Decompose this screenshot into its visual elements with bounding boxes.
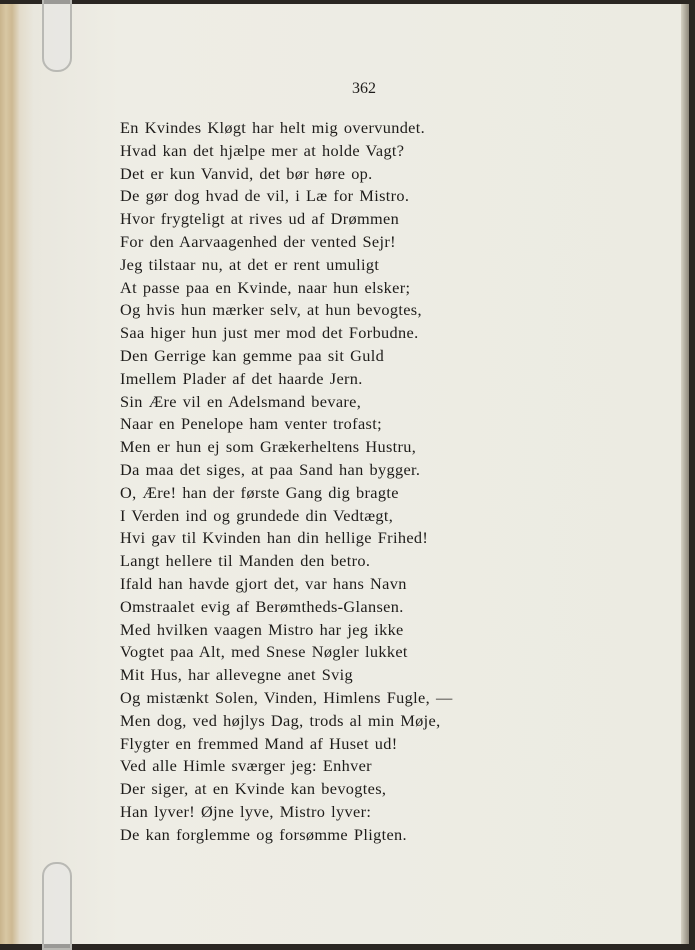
poem-line: Ved alle Himle sværger jeg: Enhver xyxy=(120,756,372,776)
poem-line: Men dog, ved højlys Dag, trods al min Møje, xyxy=(120,710,441,730)
poem-line: Ifald han havde gjort det, var hans Navn xyxy=(120,573,407,593)
poem-line: Flygter en fremmed Mand af Huset ud! xyxy=(120,733,398,753)
page-edge xyxy=(681,4,689,944)
poem-line: Der siger, at en Kvinde kan bevogtes, xyxy=(120,779,387,799)
poem-line: Hvad kan det hjælpe mer at holde Vagt? xyxy=(120,140,405,160)
poem-line: Men er hun ej som Grækerheltens Hustru, xyxy=(120,437,417,457)
poem-text xyxy=(120,117,453,847)
poem-line: Imellem Plader af det haarde Jern. xyxy=(120,368,363,388)
poem-line: Sin Ære vil en Adelsmand bevare, xyxy=(120,391,362,411)
poem-line: Mit Hus, har allevegne anet Svig xyxy=(120,665,354,685)
poem-line: I Verden ind og grundede din Vedtægt, xyxy=(120,505,394,525)
poem-line: Omstraalet evig af Berømtheds-Glansen. xyxy=(120,596,404,616)
bottom-clip xyxy=(42,862,72,950)
poem-line: At passe paa en Kvinde, naar hun elsker; xyxy=(120,277,411,297)
poem-line: Hvi gav til Kvinden han din hellige Frihed! xyxy=(120,528,429,548)
poem-line: Jeg tilstaar nu, at det er rent umuligt xyxy=(120,254,380,274)
poem-line: De gør dog hvad de vil, i Læ for Mistro. xyxy=(120,186,410,206)
poem-line: De kan forglemme og forsømme Pligten. xyxy=(120,824,407,844)
poem-line: En Kvindes Kløgt har helt mig overvundet. xyxy=(120,118,426,137)
poem-line: Han lyver! Øjne lyve, Mistro lyver: xyxy=(120,801,372,821)
poem-line: Da maa det siges, at paa Sand han bygger. xyxy=(120,459,421,479)
poem-line: Vogtet paa Alt, med Snese Nøgler lukket xyxy=(120,642,408,662)
poem-line: Langt hellere til Manden den betro. xyxy=(120,551,371,571)
poem-line: For den Aarvaagenhed der vented Sejr! xyxy=(120,231,396,251)
poem-line: Den Gerrige kan gemme paa sit Guld xyxy=(120,345,385,365)
poem-line: Saa higer hun just mer mod det Forbudne. xyxy=(120,323,419,343)
poem-line: Hvor frygteligt at rives ud af Drømmen xyxy=(120,209,400,229)
book-page xyxy=(0,4,689,944)
poem-line: O, Ære! han der første Gang dig bragte xyxy=(120,482,399,502)
top-clip xyxy=(42,0,72,72)
poem-line: Og mistænkt Solen, Vinden, Himlens Fugle, — xyxy=(120,687,453,707)
poem-line: Naar en Penelope ham venter trofast; xyxy=(120,414,382,434)
poem-line: Det er kun Vanvid, det bør høre op. xyxy=(120,163,373,183)
page-number: 362 xyxy=(352,80,376,97)
poem-line: Og hvis hun mærker selv, at hun bevogtes, xyxy=(120,300,422,320)
poem-line: Med hvilken vaagen Mistro har jeg ikke xyxy=(120,619,404,639)
